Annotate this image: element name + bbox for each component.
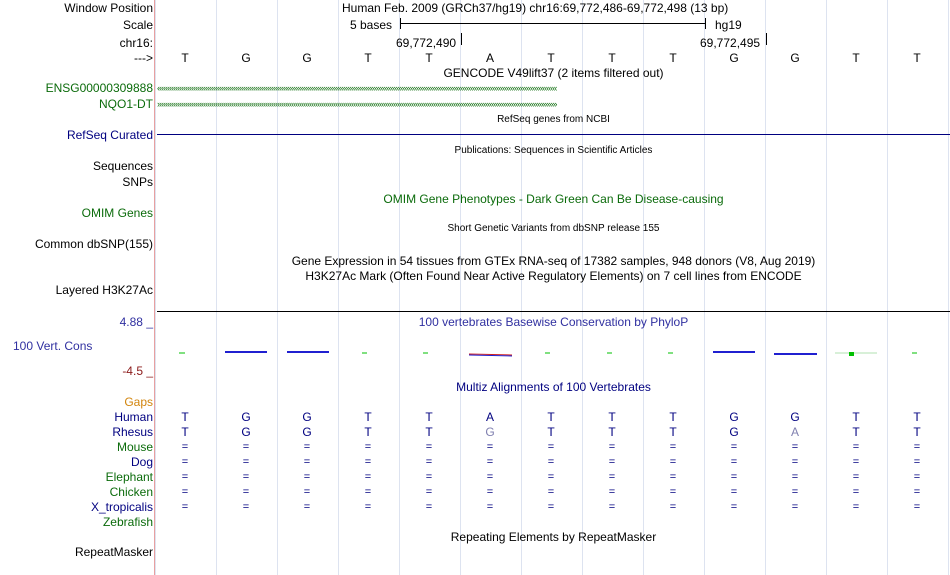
repeatmasker-track-title: Repeating Elements by RepeatMasker xyxy=(450,530,657,544)
alignment-base: = xyxy=(852,456,860,468)
alignment-base: = xyxy=(547,486,555,498)
alignment-base: = xyxy=(669,456,677,468)
chrom-label: chr16: xyxy=(119,36,153,50)
alignment-base: = xyxy=(425,486,433,498)
alignment-base: T xyxy=(608,410,616,424)
alignment-base: = xyxy=(730,471,738,483)
alignment-base: = xyxy=(181,471,189,483)
alignment-base: = xyxy=(364,456,372,468)
alignment-base: = xyxy=(608,441,616,453)
alignment-base: = xyxy=(791,486,799,498)
alignment-base: = xyxy=(486,501,494,513)
alignment-base: = xyxy=(608,456,616,468)
cons-max-label: 4.88 _ xyxy=(119,315,153,329)
coord-left: 69,772,490 xyxy=(396,36,457,50)
alignment-base: = xyxy=(852,471,860,483)
alignment-base: G xyxy=(729,425,739,439)
alignment-base: T xyxy=(425,410,433,424)
alignment-base: = xyxy=(364,441,372,453)
alignment-base: = xyxy=(791,501,799,513)
alignment-base: = xyxy=(608,501,616,513)
alignment-base: = xyxy=(669,441,677,453)
reference-base: T xyxy=(547,51,555,65)
alignment-base: = xyxy=(852,486,860,498)
alignment-base: = xyxy=(242,501,250,513)
alignment-base: A xyxy=(790,425,799,439)
alignment-base: = xyxy=(608,471,616,483)
alignment-base: = xyxy=(913,486,921,498)
alignment-base: T xyxy=(181,410,189,424)
alignment-base: = xyxy=(425,456,433,468)
species-label-zebrafish[interactable]: Zebrafish xyxy=(102,515,153,529)
alignment-base: T xyxy=(852,410,860,424)
species-label-chicken[interactable]: Chicken xyxy=(109,485,153,499)
ensg-gene-label[interactable]: ENSG00000309888 xyxy=(45,81,153,95)
alignment-base: = xyxy=(181,501,189,513)
alignment-base: = xyxy=(547,471,555,483)
alignment-base: = xyxy=(730,456,738,468)
nqo1-dt-gene-feature[interactable]: ›››››››››››››››››››››››››››››››››››››››››››››››››››››››››››››››››››››››››››››››››››››››››››››››››››››››››››››››››››››››››››››››››››››››››››››››››››››››››››››››››››››››››››››››››››››››››››››››››››››››› xyxy=(157,99,557,109)
reference-base: T xyxy=(364,51,372,65)
snps-label[interactable]: SNPs xyxy=(122,175,153,189)
species-label-dog[interactable]: Dog xyxy=(130,455,153,469)
base-gridline xyxy=(155,0,156,575)
alignment-base: = xyxy=(547,456,555,468)
alignment-base: = xyxy=(913,456,921,468)
alignment-base: = xyxy=(852,441,860,453)
cons-track-title: 100 vertebrates Basewise Conservation by PhyloP xyxy=(418,315,689,329)
alignment-base: = xyxy=(913,471,921,483)
sequences-label[interactable]: Sequences xyxy=(92,159,153,173)
alignment-base: = xyxy=(730,486,738,498)
h3k27ac-baseline xyxy=(157,311,950,312)
alignment-base: T xyxy=(669,425,677,439)
species-label-mouse[interactable]: Mouse xyxy=(116,440,153,454)
alignment-base: = xyxy=(486,456,494,468)
alignment-base: A xyxy=(485,410,494,424)
alignment-base: = xyxy=(242,441,250,453)
alignment-base: T xyxy=(364,410,372,424)
omim-track-title: OMIM Gene Phenotypes - Dark Green Can Be Disease-causing xyxy=(383,192,724,206)
alignment-base: = xyxy=(303,441,311,453)
reference-base: G xyxy=(790,51,800,65)
alignment-base: = xyxy=(669,486,677,498)
repeatmasker-label[interactable]: RepeatMasker xyxy=(74,545,153,559)
refseq-curated-label[interactable]: RefSeq Curated xyxy=(66,128,153,142)
reference-base: T xyxy=(608,51,616,65)
conservation-plot xyxy=(157,346,950,362)
alignment-base: = xyxy=(730,501,738,513)
alignment-base: = xyxy=(486,441,494,453)
multiz-track-title: Multiz Alignments of 100 Vertebrates xyxy=(456,380,651,394)
window-position-text: Human Feb. 2009 (GRCh37/hg19) chr16:69,772,486-69,772,498 (13 bp) xyxy=(342,1,729,15)
species-label-x_tropicalis[interactable]: X_tropicalis xyxy=(90,500,153,514)
nqo1-dt-gene-label[interactable]: NQO1-DT xyxy=(99,97,153,111)
alignment-base: T xyxy=(852,425,860,439)
alignment-base: = xyxy=(242,471,250,483)
alignment-base: = xyxy=(913,501,921,513)
alignment-base: = xyxy=(791,441,799,453)
alignment-base: = xyxy=(791,471,799,483)
reference-base: G xyxy=(241,51,251,65)
ensg-gene-feature[interactable]: ‹‹‹‹‹‹‹‹‹‹‹‹‹‹‹‹‹‹‹‹‹‹‹‹‹‹‹‹‹‹‹‹‹‹‹‹‹‹‹‹‹‹‹‹‹‹‹‹‹‹‹‹‹‹‹‹‹‹‹‹‹‹‹‹‹‹‹‹‹‹‹‹‹‹‹‹‹‹‹‹‹‹‹‹‹‹‹‹‹‹‹‹‹‹‹‹‹‹‹‹‹‹‹‹‹‹‹‹‹‹‹‹‹‹‹‹‹‹‹‹‹‹‹‹‹‹‹‹‹‹‹‹‹‹‹‹‹‹‹‹‹‹‹‹‹‹‹‹‹‹‹‹‹‹‹‹‹‹‹‹‹‹‹‹‹‹‹‹‹‹‹‹‹‹‹‹‹‹‹‹‹‹‹‹‹‹‹‹‹‹‹‹‹‹‹‹‹‹‹‹ xyxy=(157,83,557,93)
common-dbsnp-label[interactable]: Common dbSNP(155) xyxy=(34,237,153,251)
alignment-base: T xyxy=(913,410,921,424)
dbsnp-track-title: Short Genetic Variants from dbSNP release 155 xyxy=(447,223,660,234)
coord-right-tick xyxy=(766,33,767,45)
alignment-base: = xyxy=(791,456,799,468)
alignment-base: = xyxy=(364,471,372,483)
alignment-base: T xyxy=(425,425,433,439)
alignment-base: = xyxy=(547,441,555,453)
alignment-base: G xyxy=(241,410,251,424)
refseq-gene-line[interactable] xyxy=(157,134,950,135)
layered-h3k27ac-label[interactable]: Layered H3K27Ac xyxy=(55,283,153,297)
species-label-elephant[interactable]: Elephant xyxy=(105,470,153,484)
alignment-base: T xyxy=(669,410,677,424)
alignment-base: G xyxy=(729,410,739,424)
reference-base: T xyxy=(669,51,677,65)
alignment-base: = xyxy=(181,486,189,498)
omim-genes-label[interactable]: OMIM Genes xyxy=(81,206,153,220)
alignment-base: = xyxy=(303,501,311,513)
alignment-base: = xyxy=(669,501,677,513)
alignment-base: = xyxy=(913,441,921,453)
reference-base: G xyxy=(729,51,739,65)
cons-bar-14 xyxy=(849,352,854,356)
alignment-base: = xyxy=(852,501,860,513)
reference-base: T xyxy=(913,51,921,65)
alignment-base: = xyxy=(181,441,189,453)
alignment-base: = xyxy=(425,471,433,483)
alignment-base: G xyxy=(302,410,312,424)
scale-bar-right-tick xyxy=(705,18,706,29)
alignment-base: = xyxy=(547,501,555,513)
refseq-track-title: RefSeq genes from NCBI xyxy=(497,114,610,125)
alignment-base: = xyxy=(364,501,372,513)
alignment-base: = xyxy=(669,471,677,483)
alignment-base: = xyxy=(486,471,494,483)
alignment-base: G xyxy=(485,425,495,439)
alignment-base: = xyxy=(303,456,311,468)
reference-base: T xyxy=(425,51,433,65)
scale-assembly: hg19 xyxy=(715,18,742,32)
alignment-base: = xyxy=(242,456,250,468)
scale-bar-left-tick xyxy=(400,18,401,29)
species-label-rhesus[interactable]: Rhesus xyxy=(112,425,153,439)
h3k27ac-track-title: H3K27Ac Mark (Often Found Near Active Regulatory Elements) on 7 cell lines from ENCODE xyxy=(305,269,802,283)
alignment-base: = xyxy=(425,501,433,513)
cons-min-label: -4.5 _ xyxy=(122,364,153,378)
alignment-base: = xyxy=(303,471,311,483)
alignment-base: = xyxy=(181,456,189,468)
alignment-base: = xyxy=(486,486,494,498)
reference-base: A xyxy=(485,51,494,65)
reference-base: T xyxy=(852,51,860,65)
alignment-base: T xyxy=(547,425,555,439)
gtex-track-title: Gene Expression in 54 tissues from GTEx RNA-seq of 17382 samples, 948 donors (V8, Aug 2019) xyxy=(291,254,816,268)
strand-arrow-label[interactable]: ---> xyxy=(134,51,153,65)
reference-base: G xyxy=(302,51,312,65)
gencode-track-title: GENCODE V49lift37 (2 items filtered out) xyxy=(443,66,664,80)
species-label-human[interactable]: Human xyxy=(114,410,153,424)
alignment-base: = xyxy=(425,441,433,453)
alignment-base: G xyxy=(302,425,312,439)
coord-right: 69,772,495 xyxy=(700,36,761,50)
alignment-base: = xyxy=(608,486,616,498)
pubs-track-title: Publications: Sequences in Scientific Articles xyxy=(454,145,653,156)
alignment-base: T xyxy=(913,425,921,439)
alignment-base: G xyxy=(241,425,251,439)
coord-left-tick xyxy=(461,33,462,45)
alignment-base: = xyxy=(730,441,738,453)
alignment-base: T xyxy=(547,410,555,424)
cons-track-label[interactable]: 100 Vert. Cons xyxy=(13,339,93,353)
scale-label: Scale xyxy=(122,18,153,32)
alignment-base: G xyxy=(790,410,800,424)
alignment-base: = xyxy=(242,486,250,498)
alignment-base: = xyxy=(364,486,372,498)
window-position-label: Window Position xyxy=(64,1,153,15)
alignment-base: T xyxy=(608,425,616,439)
alignment-base: = xyxy=(303,486,311,498)
alignment-base: T xyxy=(364,425,372,439)
reference-base: T xyxy=(181,51,189,65)
gaps-label[interactable]: Gaps xyxy=(124,395,153,409)
scale-bar xyxy=(400,23,706,24)
alignment-base: T xyxy=(181,425,189,439)
scale-text: 5 bases xyxy=(350,18,393,32)
